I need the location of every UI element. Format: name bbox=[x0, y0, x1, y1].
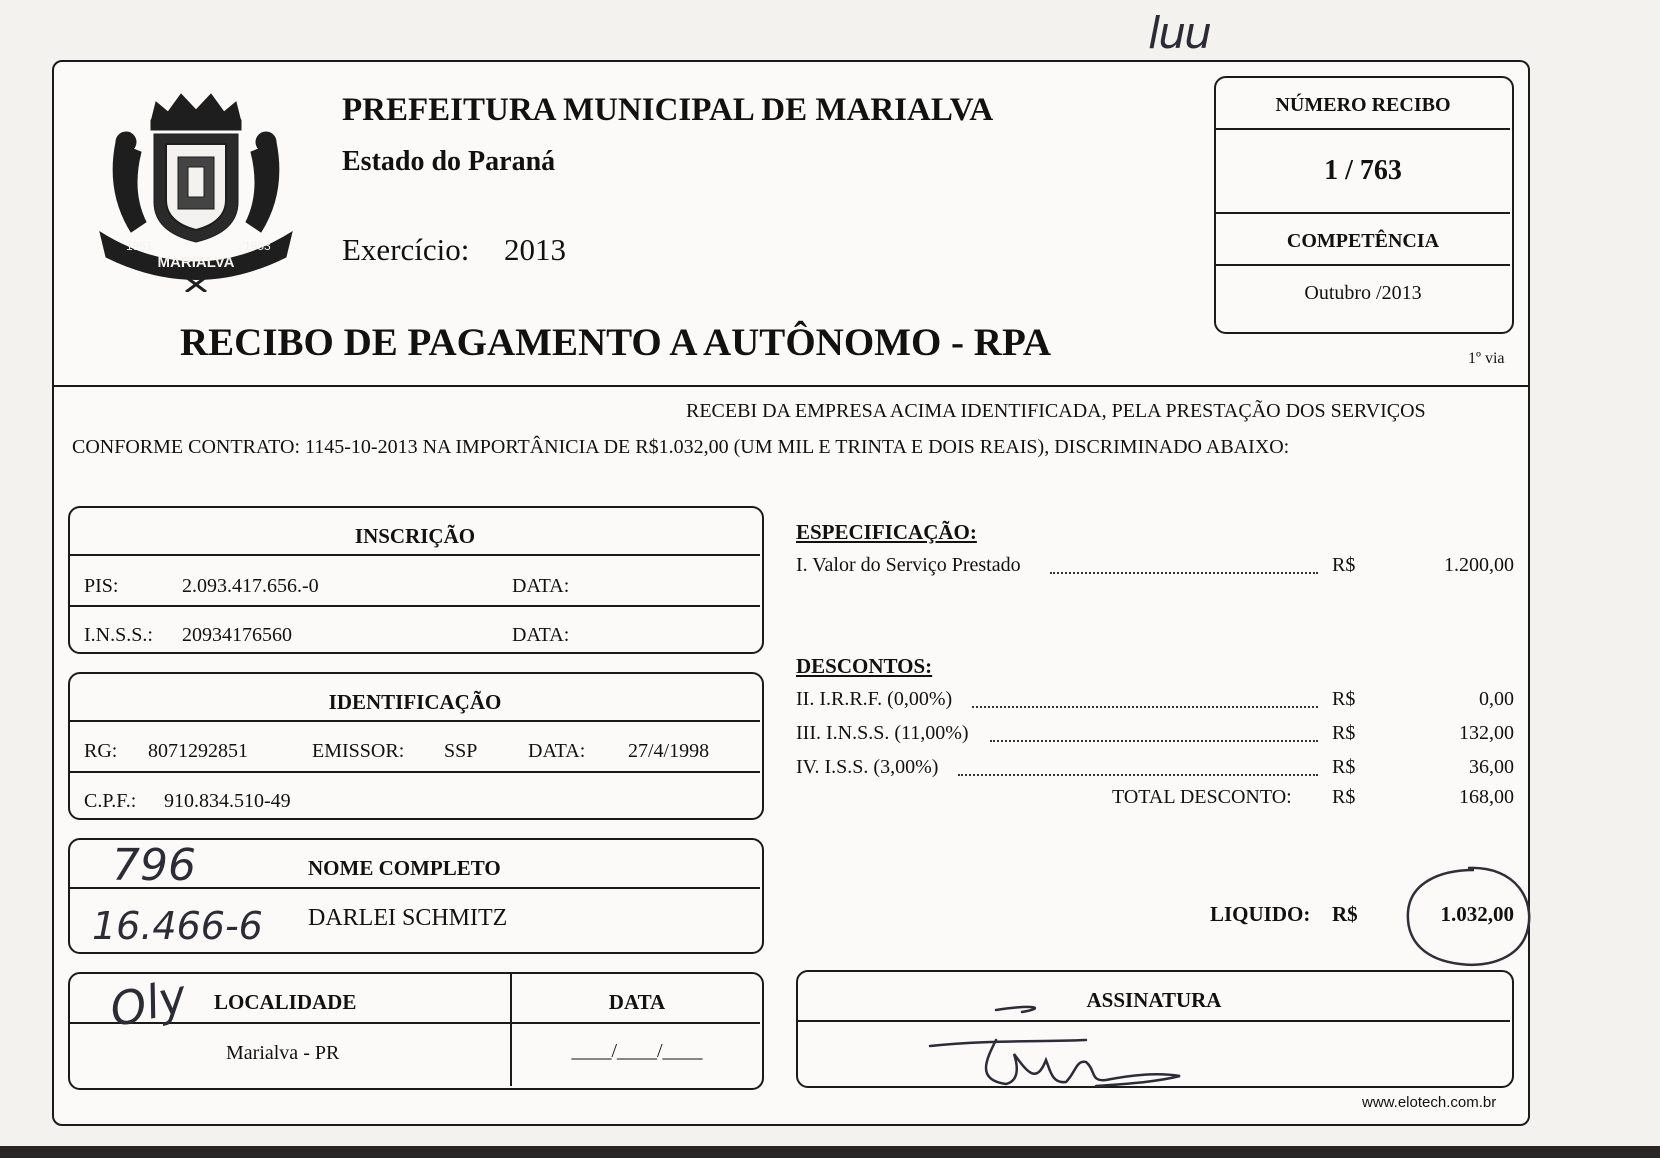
desconto-iss-currency: R$ bbox=[1332, 756, 1356, 778]
pis-data-label: DATA: bbox=[512, 575, 570, 597]
data-title: DATA bbox=[608, 990, 666, 1014]
nome-value: DARLEI SCHMITZ bbox=[308, 905, 508, 931]
org-name: PREFEITURA MUNICIPAL DE MARIALVA bbox=[342, 92, 994, 128]
municipal-crest-icon bbox=[96, 82, 296, 292]
total-desconto-currency: R$ bbox=[1332, 786, 1356, 808]
numero-recibo-label: NÚMERO RECIBO bbox=[1275, 94, 1451, 116]
crest-year-right: 1953 bbox=[244, 239, 271, 253]
header-separator bbox=[52, 385, 1528, 387]
especificacao-title: ESPECIFICAÇÃO: bbox=[796, 520, 977, 544]
handwritten-annotation-top: luu bbox=[1148, 8, 1210, 59]
emissor-label: EMISSOR: bbox=[312, 740, 405, 762]
localidade-title: LOCALIDADE bbox=[214, 990, 357, 1014]
rg-value: 8071292851 bbox=[148, 740, 248, 762]
desconto-irrf-currency: R$ bbox=[1332, 688, 1356, 710]
footer-site: www.elotech.com.br bbox=[1362, 1094, 1497, 1111]
handwritten-note-code: 16.466-6 bbox=[92, 904, 263, 948]
emissor-value: SSP bbox=[444, 740, 478, 762]
handwritten-circle-mark bbox=[1398, 862, 1538, 972]
inscricao-title: INSCRIÇÃO bbox=[354, 524, 476, 548]
handwritten-initials: Oly bbox=[105, 968, 191, 1038]
document-title: RECIBO DE PAGAMENTO A AUTÔNOMO - RPA bbox=[180, 321, 1052, 364]
identificacao-title: IDENTIFICAÇÃO bbox=[328, 690, 502, 714]
pis-value: 2.093.417.656.-0 bbox=[182, 575, 319, 597]
especificacao-item-label: I. Valor do Serviço Prestado bbox=[796, 554, 1021, 576]
competencia-value: Outubro /2013 bbox=[1304, 282, 1422, 304]
statement-line-1: RECEBI DA EMPRESA ACIMA IDENTIFICADA, PELA PRESTAÇÃO DOS SERVIÇOS bbox=[686, 400, 1426, 422]
desconto-inss-currency: R$ bbox=[1332, 722, 1356, 744]
torn-bottom-edge bbox=[0, 1146, 1660, 1158]
rg-label: RG: bbox=[84, 740, 118, 762]
desconto-inss-label: III. I.N.S.S. (11,00%) bbox=[796, 722, 969, 744]
liquido-currency: R$ bbox=[1332, 902, 1358, 926]
descontos-title: DESCONTOS: bbox=[796, 654, 933, 678]
assinatura-title: ASSINATURA bbox=[1086, 988, 1222, 1012]
pis-label: PIS: bbox=[84, 575, 119, 597]
rg-data-value: 27/4/1998 bbox=[628, 740, 710, 762]
desconto-irrf-label: II. I.R.R.F. (0,00%) bbox=[796, 688, 953, 710]
inss-data-label: DATA: bbox=[512, 624, 570, 646]
cpf-value: 910.834.510-49 bbox=[164, 790, 291, 812]
especificacao-item-value: 1.200,00 bbox=[1444, 554, 1514, 576]
crest-name: MARIALVA bbox=[157, 254, 235, 271]
localidade-value: Marialva - PR bbox=[226, 1042, 340, 1064]
cpf-label: C.P.F.: bbox=[84, 790, 137, 812]
numero-recibo-value: 1 / 763 bbox=[1324, 155, 1402, 186]
nome-title: NOME COMPLETO bbox=[308, 856, 501, 880]
via-label: 1º via bbox=[1468, 350, 1505, 367]
signature-icon bbox=[926, 1000, 1186, 1090]
exercicio-label: Exercício: bbox=[342, 232, 470, 267]
liquido-label: LIQUIDO: bbox=[1210, 902, 1311, 926]
desconto-iss-label: IV. I.S.S. (3,00%) bbox=[796, 756, 939, 778]
total-desconto-label: TOTAL DESCONTO: bbox=[1112, 786, 1292, 808]
handwritten-note-796: 796 bbox=[112, 840, 196, 891]
inss-value: 20934176560 bbox=[182, 624, 292, 646]
exercicio-value: 2013 bbox=[504, 232, 566, 267]
total-desconto-value: 168,00 bbox=[1459, 786, 1514, 808]
liquido-value: 1.032,00 bbox=[1440, 902, 1514, 926]
desconto-iss-value: 36,00 bbox=[1469, 756, 1514, 778]
competencia-label: COMPETÊNCIA bbox=[1286, 230, 1440, 252]
inss-label: I.N.S.S.: bbox=[84, 624, 153, 646]
desconto-inss-value: 132,00 bbox=[1459, 722, 1514, 744]
desconto-irrf-value: 0,00 bbox=[1479, 688, 1514, 710]
statement-line-2: CONFORME CONTRATO: 1145-10-2013 NA IMPORTÂNICIA DE R$1.032,00 (UM MIL E TRINTA E DOIS REAIS), DISCRIMINADO ABAIXO: bbox=[72, 436, 1290, 458]
crest-year-left: 1951 bbox=[126, 239, 153, 253]
data-blank-field: ____/____/____ bbox=[571, 1040, 703, 1062]
especificacao-item-currency: R$ bbox=[1332, 554, 1356, 576]
state-name: Estado do Paraná bbox=[342, 146, 556, 177]
rg-data-label: DATA: bbox=[528, 740, 586, 762]
